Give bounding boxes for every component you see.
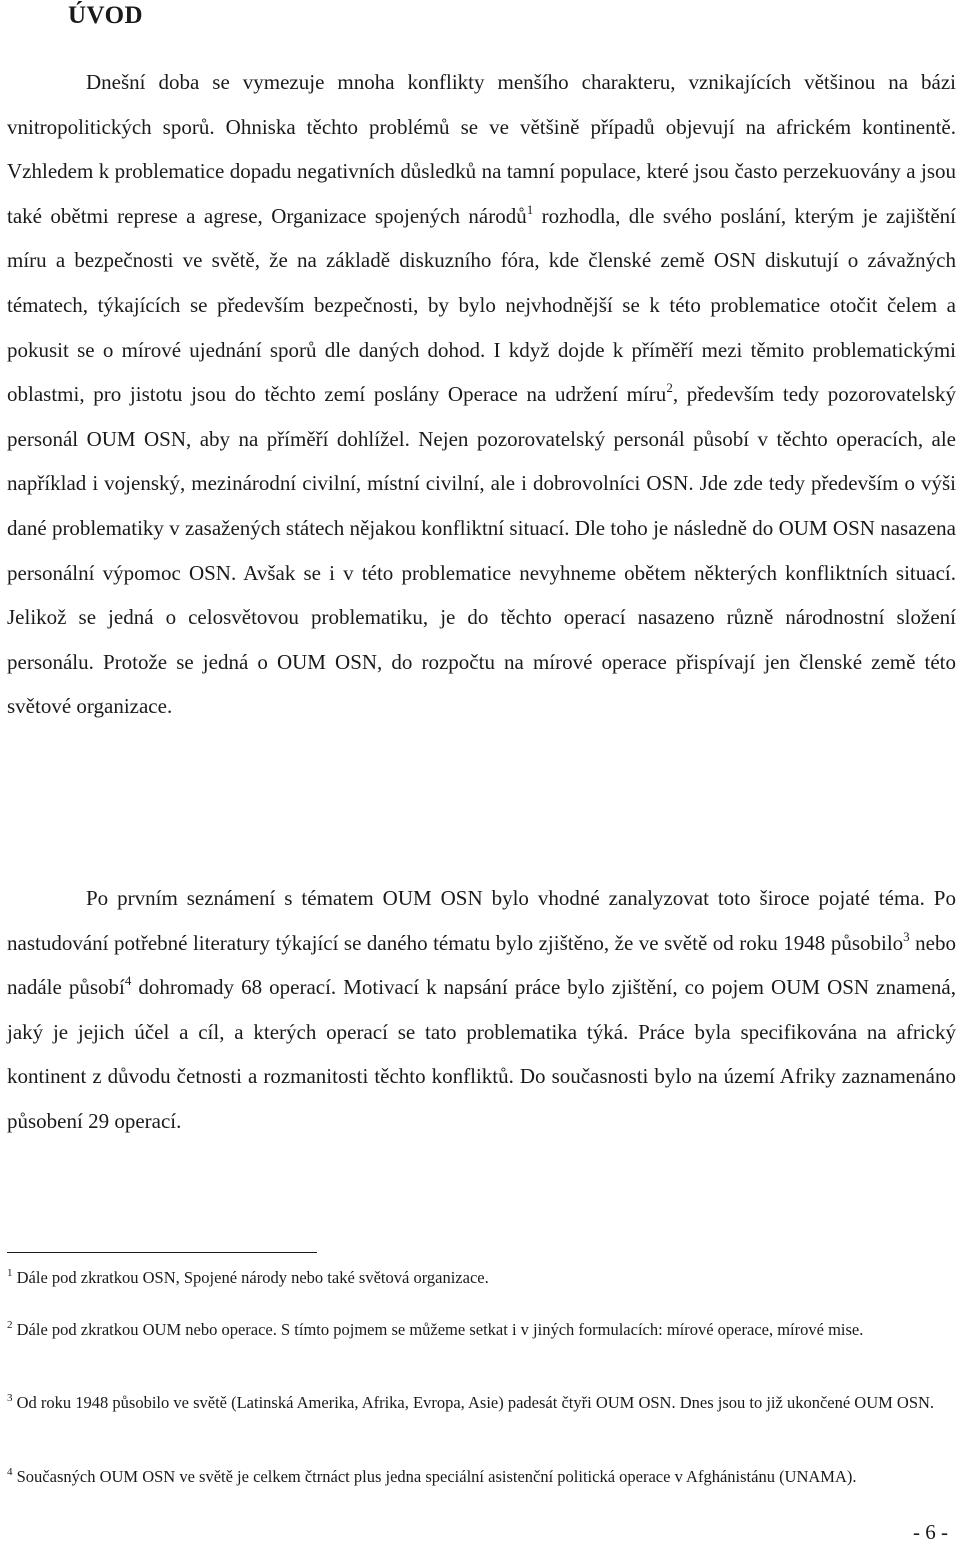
paragraph-motivation — [7, 876, 956, 1144]
paragraph-text: Po prvním seznámení s tématem OUM OSN bylo vhodné zanalyzovat toto široce pojaté téma. Po nastudování potřebné literatury týkající se daného tématu bylo zjištěno, že ve světě od roku 1948 působilo — [7, 886, 956, 955]
footnote-number: 4 — [7, 1465, 13, 1478]
page-title: ÚVOD — [68, 2, 144, 29]
footnote-number: 2 — [7, 1318, 13, 1331]
footnote-text: Dále pod zkratkou OSN, Spojené národy nebo také světová organizace. — [12, 1268, 489, 1287]
footnote-ref: 3 — [903, 928, 910, 944]
footnote-text: Od roku 1948 působilo ve světě (Latinská Amerika, Afrika, Evropa, Asie) padesát čtyři OUM OSN. Dnes jsou to již ukončené OUM OSN. — [12, 1393, 935, 1412]
footnote-ref: 2 — [666, 380, 673, 396]
paragraph-text: Dnešní doba se vymezuje mnoha konflikty menšího charakteru, vznikajících většinou na bázi vnitropolitických sporů. Ohniska těchto problémů se ve většině případů objevují na africkém kontinentě. Vzhledem k problematice dopadu negativních důsledků na tamní populace, které jsou často perzekuovány a jsou také obětmi represe a agrese, Organizace spojených národů — [7, 70, 956, 228]
footnote — [7, 1390, 952, 1415]
paragraph-text: dohromady 68 operací. Motivací k napsání práce bylo zjištění, co pojem OUM OSN znamená, jaký je jejich účel a cíl, a kterých operací se tato problematika týká. Práce byla specifikována na africký kontinent z důvodu četnosti a rozmanitosti těchto konfliktů. Do současnosti bylo na území Afriky zaznamenáno působení 29 operací. — [7, 975, 956, 1133]
footnote-number: 1 — [7, 1266, 13, 1279]
paragraph-text: nebo nadále působí — [7, 930, 956, 1000]
page-number: - 6 - — [913, 1520, 948, 1544]
paragraph-intro — [7, 60, 956, 729]
footnote-ref: 4 — [124, 973, 132, 989]
footnote-text: Dále pod zkratkou OUM nebo operace. S tímto pojmem se můžeme setkat i v jiných formulacích: mírové operace, mírové mise. — [12, 1320, 864, 1339]
footnote-divider — [7, 1252, 317, 1253]
footnote — [7, 1317, 952, 1342]
footnote — [7, 1464, 952, 1489]
paragraph-text: , především tedy pozorovatelský personál OUM OSN, aby na příměří dohlížel. Nejen pozorovatelský personál působí v těchto operacích, ale například i vojenský, mezinárodní civilní, místní civilní, ale i dobrovolníci OSN. Jde zde tedy především o výši dané problematiky v zasažených státech nějakou konfliktní situací. Dle toho je následně do OUM OSN nasazena personální výpomoc OSN. Avšak se i v této problematice nevyhneme obětem některých konfliktních situací. Jelikož se jedná o celosvětovou problematiku, je do těchto operací nasazeno různě národnostní složení personálu. Protože se jedná o OUM OSN, do rozpočtu na mírové operace přispívají jen členské země této světové organizace. — [7, 382, 956, 719]
footnote-ref: 1 — [526, 201, 534, 217]
footnote — [7, 1265, 952, 1290]
paragraph-text: rozhodla, dle svého poslání, kterým je zajištění míru a bezpečnosti ve světě, že na základě diskuzního fóra, kde členské země OSN diskutují o závažných tématech, týkajících se především bezpečnosti, by bylo nejvhodnější se k této problematice otočit čelem a pokusit se o mírové ujednání sporů dle daných dohod. I když dojde k příměří mezi těmito problematickými oblastmi, pro jistotu jsou do těchto zemí poslány Operace na udržení míru — [7, 203, 956, 407]
footnote-number: 3 — [7, 1391, 13, 1404]
footnote-text: Současných OUM OSN ve světě je celkem čtrnáct plus jedna speciální asistenční politická operace v Afghánistánu (UNAMA). — [12, 1467, 857, 1486]
